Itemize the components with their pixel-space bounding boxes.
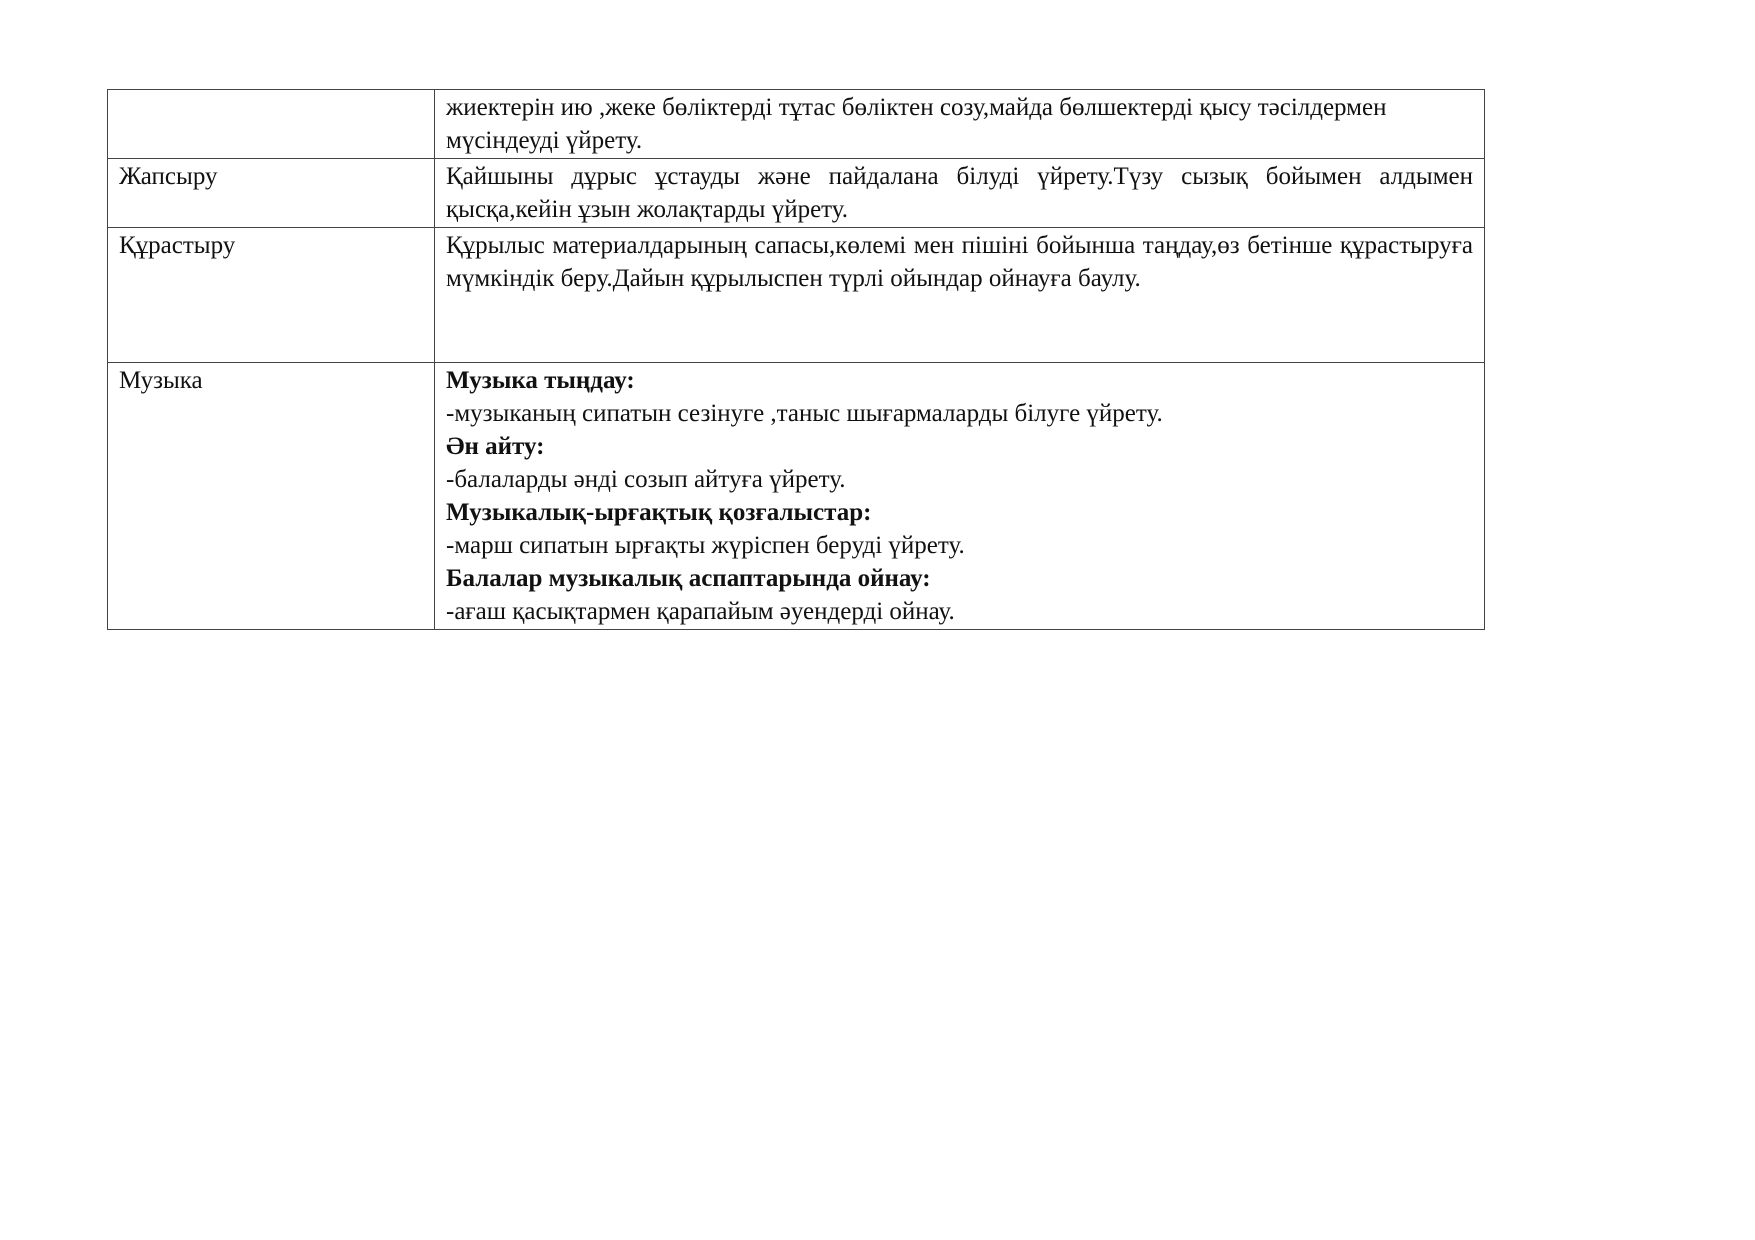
section-heading: Музыкалық-ырғақтық қозғалыстар: xyxy=(446,499,872,526)
subject-cell: Құрастыру xyxy=(108,228,435,363)
section-heading: Ән айту: xyxy=(446,433,545,460)
curriculum-table xyxy=(107,89,1485,630)
content-cell: жиектерін ию ,жеке бөліктерді тұтас бөліктен созу,майда бөлшектерді қысу тәсілдермен мүсіндеуді үйрету. xyxy=(435,90,1485,159)
table-row xyxy=(108,228,1485,363)
section-text: -музыканың сипатын сезінуге ,таныс шығармаларды білуге үйрету. xyxy=(446,400,1163,427)
content-cell: Қайшыны дұрыс ұстауды және пайдалана білуді үйрету.Түзу сызық бойымен алдымен қысқа,кейін ұзын жолақтарды үйрету. xyxy=(435,159,1485,228)
content-cell xyxy=(435,363,1485,630)
section-text: -балаларды әнді созып айтуға үйрету. xyxy=(446,466,846,493)
section-text: -марш сипатын ырғақты жүріспен беруді үйрету. xyxy=(446,532,965,559)
table-row xyxy=(108,363,1485,630)
subject-cell: Музыка xyxy=(108,363,435,630)
table-row xyxy=(108,159,1485,228)
section-heading: Балалар музыкалық аспаптарында ойнау: xyxy=(446,565,931,592)
section-text: -ағаш қасықтармен қарапайым әуендерді ойнау. xyxy=(446,598,955,625)
content-cell: Құрылыс материалдарының сапасы,көлемі мен пішіні бойынша таңдау,өз бетінше құрастыруға мүмкіндік беру.Дайын құрылыспен түрлі ойындар ойнауға баулу. xyxy=(435,228,1485,363)
subject-cell xyxy=(108,90,435,159)
table-row xyxy=(108,90,1485,159)
subject-cell: Жапсыру xyxy=(108,159,435,228)
section-heading: Музыка тыңдау: xyxy=(446,367,635,394)
